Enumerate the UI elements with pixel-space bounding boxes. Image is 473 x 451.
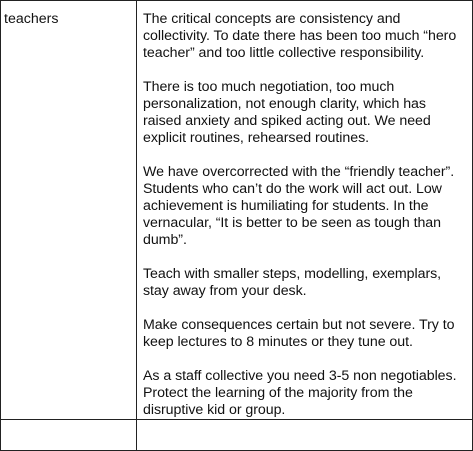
content-cell-next <box>137 420 473 451</box>
label-cell <box>1 1 137 420</box>
content-cell <box>137 1 473 420</box>
paragraph-consequences: Make consequences certain but not severe. Try to keep lectures to 8 minutes or they tune out. <box>143 317 455 350</box>
paragraph-smaller-steps: Teach with smaller steps, modelling, exemplars, stay away from your desk. <box>143 266 442 299</box>
table-row <box>1 1 473 420</box>
table-row <box>1 420 473 451</box>
paragraph-consistency: The critical concepts are consistency and collectivity. To date there has been too much “hero teacher” and too little collective responsibility. <box>143 11 457 61</box>
paragraph-negotiation: There is too much negotiation, too much personalization, not enough clarity, which has raised anxiety and spiked acting out. We need explicit routines, rehearsed routines. <box>143 79 431 146</box>
paragraph-friendly-teacher: We have overcorrected with the “friendly teacher”. Students who can’t do the work will act out. Low achievement is humiliating for students. In the vernacular, “It is better to be seen as tough than dumb”. <box>143 164 455 248</box>
label-cell-next <box>1 420 137 451</box>
row-label: teachers <box>4 11 59 27</box>
paragraph-staff-collective: As a staff collective you need 3-5 non negotiables. Protect the learning of the majority from the disruptive kid or group. <box>143 368 457 418</box>
